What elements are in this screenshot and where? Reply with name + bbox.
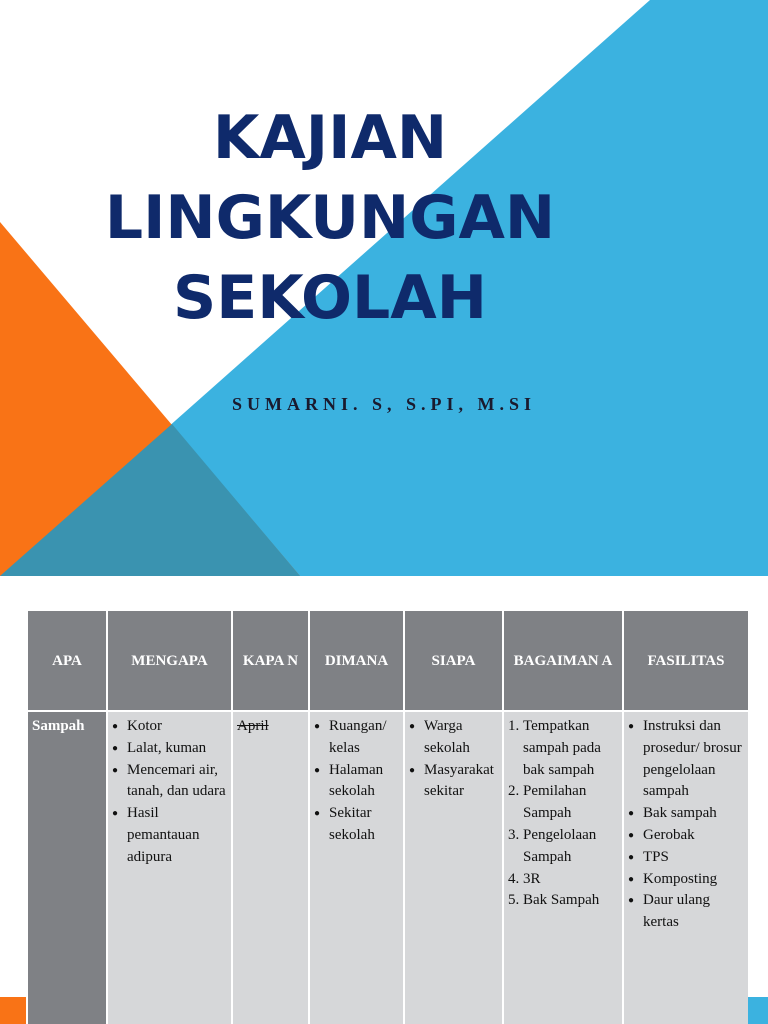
list-item: ● Masyarakat sekitar [409,760,498,804]
cell-fasilitas [623,711,749,1024]
list-item: ● Lalat, kuman [112,738,227,760]
title-line-2: LINGKUNGAN [104,183,556,253]
list-text: Pengelolaan Sampah [523,826,597,865]
header-fasilitas: FASILITAS [623,610,749,711]
dimana-list [314,716,399,847]
table-slide [0,576,768,1024]
header-bagaimana: BAGAIMAN A [503,610,623,711]
list-item: ● Bak sampah [628,803,744,825]
list-item: ● Gerobak [628,825,744,847]
list-item [508,716,618,781]
list-item: ● Daur ulang kertas [628,890,744,934]
list-text: 3R [523,870,541,887]
list-number: 5. [508,892,520,909]
list-text: Bak Sampah [523,892,600,909]
list-number: 2. [508,783,520,800]
cell-dimana [309,711,404,1024]
list-number: 4. [508,870,520,887]
list-item [508,825,618,869]
list-item: ● Kotor [112,716,227,738]
list-text: Pemilahan Sampah [523,783,587,822]
list-item [508,869,618,891]
blue-corner-shape [748,997,768,1024]
list-number: 1. [508,718,520,734]
list-item: ● Warga sekolah [409,716,498,760]
list-item [508,890,618,912]
cell-kapan [232,711,309,1024]
kajian-table [26,609,750,1024]
list-item: ● Mencemari air, tanah, dan udara [112,760,227,804]
list-item: ● Halaman sekolah [314,760,399,804]
header-mengapa: MENGAPA [107,610,232,711]
orange-corner-shape [0,997,26,1024]
title-line-3: SEKOLAH [173,263,487,333]
list-item: ● Komposting [628,869,744,891]
kapan-value: April [237,718,269,734]
presentation-title [60,98,600,338]
title-line-1: KAJIAN [212,103,448,173]
bagaimana-list [508,716,618,912]
list-item [508,781,618,825]
list-number: 3. [508,826,520,843]
list-item: ● Instruksi dan prosedur/ brosur pengelolaan sampah [628,716,744,803]
cell-apa: Sampah [27,711,107,1024]
siapa-list [409,716,498,803]
cell-siapa [404,711,503,1024]
table-row [27,711,749,1024]
list-text: Tempatkan sampah pada bak sampah [523,718,601,778]
mengapa-list [112,716,227,869]
table-header-row [27,610,749,711]
fasilitas-list [628,716,744,934]
author-subtitle: SUMARNI. S, S.PI, M.SI [231,394,537,414]
header-siapa: SIAPA [404,610,503,711]
header-kapan: KAPA N [232,610,309,711]
header-apa: APA [27,610,107,711]
cell-bagaimana [503,711,623,1024]
header-dimana: DIMANA [309,610,404,711]
list-item: ● Hasil pemantauan adipura [112,803,227,868]
list-item: ● Sekitar sekolah [314,803,399,847]
cell-mengapa [107,711,232,1024]
list-item: ● Ruangan/ kelas [314,716,399,760]
list-item: ● TPS [628,847,744,869]
